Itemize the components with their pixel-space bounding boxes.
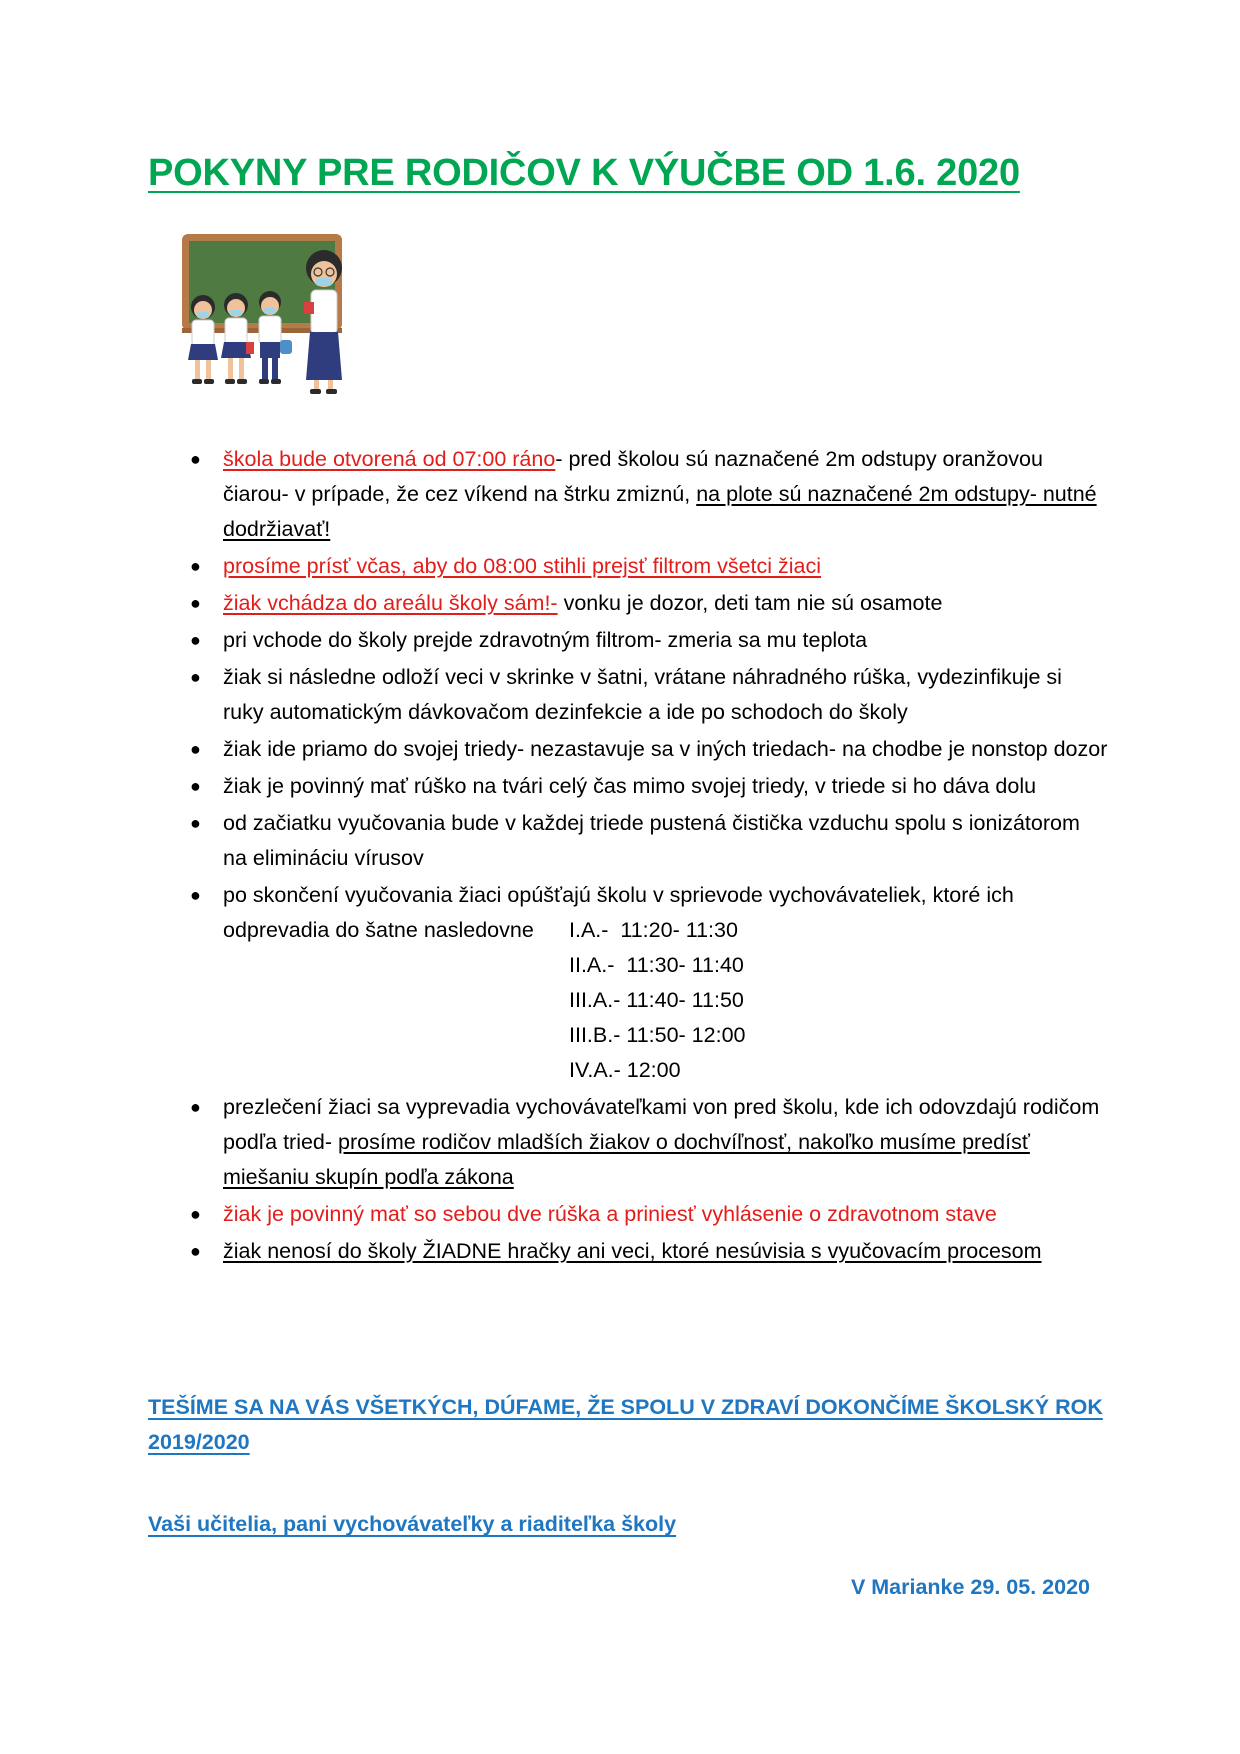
bullet-icon: ●: [190, 449, 201, 469]
list-item-text: žiak si následne odloží veci v skrinke v šatni, vrátane náhradného rúška, vydezinfikuje si ruky automatickým dávkovačom dezinfekcie a ide po schodoch do školy: [223, 665, 1062, 724]
list-item-text: po skončení vyučovania žiaci opúšťajú školu v sprievode vychovávateliek, ktoré ich: [223, 883, 1014, 907]
list-item: [148, 878, 1108, 1088]
bullet-icon: ●: [190, 1241, 201, 1261]
list-item: [148, 769, 1108, 804]
bullet-icon: ●: [190, 1097, 201, 1117]
list-item: [148, 660, 1108, 730]
bullet-icon: ●: [190, 885, 201, 905]
bullet-icon: ●: [190, 556, 201, 576]
place-date: V Marianke 29. 05. 2020: [850, 1575, 1090, 1599]
schedule-lead-text: odprevadia do šatne nasledovne: [223, 918, 534, 942]
list-item: [148, 732, 1108, 767]
bullet-icon: ●: [190, 1204, 201, 1224]
opening-time-text: škola bude otvorená od 07:00 ráno: [223, 447, 556, 471]
list-item: [148, 442, 1108, 547]
schedule-row: II.A.- 11:30- 11:40: [569, 953, 744, 977]
list-item: [148, 1234, 1108, 1269]
bullet-icon: ●: [190, 630, 201, 650]
masks-declaration-text: žiak je povinný mať so sebou dve rúška a priniesť vyhlásenie o zdravotnom stave: [223, 1202, 997, 1226]
list-item-text: žiak je povinný mať rúško na tvári celý čas mimo svojej triedy, v triede si ho dáva dolu: [223, 774, 1037, 798]
bullet-icon: ●: [190, 776, 201, 796]
list-item: [148, 586, 1108, 621]
list-item: [148, 1197, 1108, 1232]
schedule-times: [569, 913, 745, 1088]
no-toys-text: žiak nenosí do školy ŽIADNE hračky ani veci, ktoré nesúvisia s vyučovacím procesom: [223, 1239, 1042, 1263]
bullet-icon: ●: [190, 667, 201, 687]
bullet-icon: ●: [190, 739, 201, 759]
schedule-row: I.A.- 11:20- 11:30: [569, 918, 738, 942]
entry-alone-text: žiak vchádza do areálu školy sám!-: [223, 591, 558, 615]
list-item: [148, 1090, 1108, 1195]
list-item-text: od začiatku vyučovania bude v každej triede pustená čistička vzduchu spolu s ionizátorom na elimináciu vírusov: [223, 811, 1080, 870]
teacher-classroom-icon: [148, 230, 378, 410]
page-title: POKYNY PRE RODIČOV K VÝUČBE OD 1.6. 2020: [148, 152, 1020, 194]
schedule-row: IV.A.- 12:00: [569, 1058, 681, 1082]
fence-distance-text: na plote sú naznačené 2m odstupy- nutné dodržiavať!: [223, 482, 1097, 541]
instructions-list: [148, 442, 1108, 1271]
bullet-icon: ●: [190, 813, 201, 833]
signature: Vaši učitelia, pani vychovávateľky a riaditeľka školy: [148, 1512, 677, 1536]
list-item-text: prezlečení žiaci sa vyprevadia vychovávateľkami von pred školu, kde ich odovzdajú rodičom podľa tried-: [223, 1095, 1100, 1154]
punctuality-request-text: prosíme rodičov mladších žiakov o dochvíľnosť, nakoľko musíme predísť miešaniu skupín podľa zákona: [223, 1130, 1030, 1189]
dismissal-schedule: [223, 913, 1108, 1088]
list-item-text: žiak ide priamo do svojej triedy- nezastavuje sa v iných triedach- na chodbe je nonstop dozor: [223, 737, 1108, 761]
schedule-row: III.B.- 11:50- 12:00: [569, 1023, 746, 1047]
arrival-time-text: prosíme prísť včas, aby do 08:00 stihli prejsť filtrom všetci žiaci: [223, 554, 822, 578]
closing-message: TEŠÍME SA NA VÁS VŠETKÝCH, DÚFAME, ŽE SPOLU V ZDRAVÍ DOKONČÍME ŠKOLSKÝ ROK 2019/2020: [148, 1395, 1103, 1454]
list-item: [148, 806, 1108, 876]
bullet-icon: ●: [190, 593, 201, 613]
list-item-text: vonku je dozor, deti tam nie sú osamote: [557, 591, 943, 615]
list-item-text: - pred školou sú naznačené 2m odstupy oranžovou čiarou- v prípade, že cez víkend na štrku zmiznú,: [223, 447, 1043, 506]
list-item-text: pri vchode do školy prejde zdravotným filtrom- zmeria sa mu teplota: [223, 628, 868, 652]
schedule-row: III.A.- 11:40- 11:50: [569, 988, 744, 1012]
list-item: [148, 623, 1108, 658]
list-item: [148, 549, 1108, 584]
